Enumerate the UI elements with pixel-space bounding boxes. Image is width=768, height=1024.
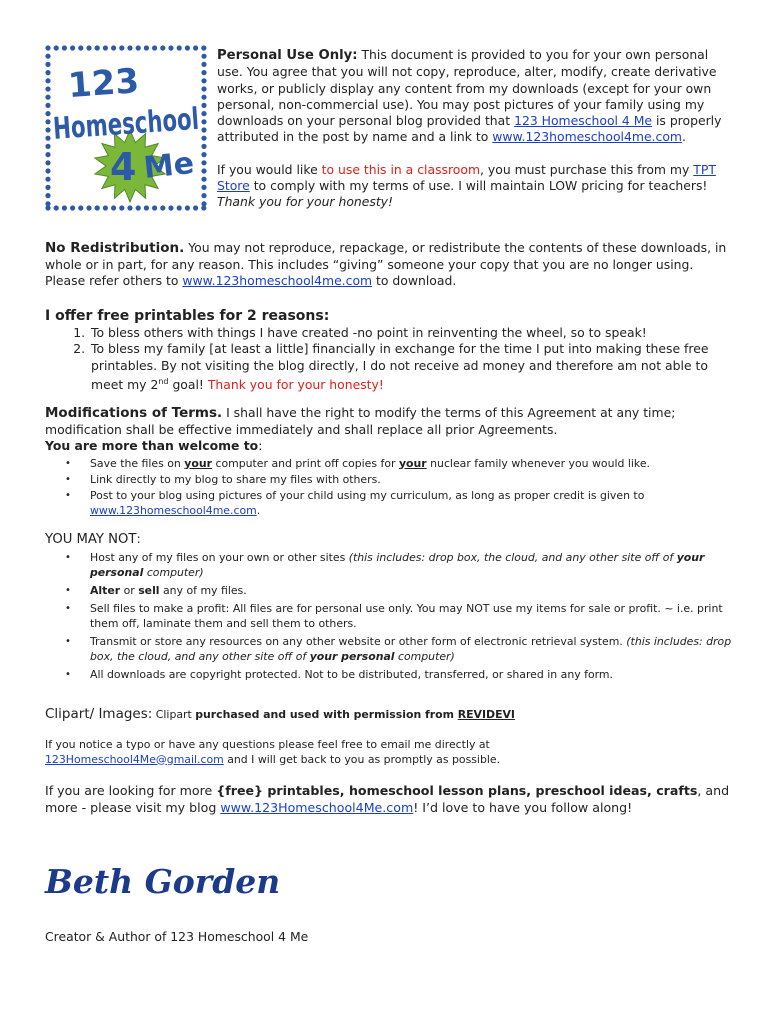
clipart-section (45, 706, 735, 723)
border-dot (201, 111, 206, 116)
border-dot (70, 205, 75, 210)
logo-text-4: 4 (110, 145, 137, 189)
clipart-artist: REVIDEVI (457, 708, 515, 721)
not-allowed-1-emphasis: your personal (90, 550, 705, 579)
border-dot (78, 205, 83, 210)
border-dot (45, 111, 50, 116)
border-dot (45, 185, 50, 190)
contact-section (45, 738, 565, 767)
more-text-c: ! I’d love to have you follow along! (413, 800, 633, 815)
not-allowed-3-text: Sell files to make a profit: All files are for personal use only. You may NOT use my items for sale or profit. ~ i.e. print them off, laminate them and sell them to others. (90, 601, 723, 630)
border-dot (45, 152, 50, 157)
border-dot (201, 152, 206, 157)
border-dot (152, 45, 157, 50)
not-allowed-list (45, 550, 735, 682)
signature: Beth Gorden (45, 862, 281, 901)
border-dot (136, 45, 141, 50)
border-dot (201, 95, 206, 100)
more-text-a: If you are looking for more (45, 783, 217, 798)
list-item (90, 456, 735, 471)
clipart-permission: purchased and used with permission from (195, 708, 458, 721)
no-redistribution-text-2: to download. (372, 273, 457, 288)
may-not-section (45, 531, 735, 683)
no-redistribution-heading: No Redistribution. (45, 240, 185, 256)
border-dot (103, 205, 108, 210)
no-redistribution-section (45, 240, 735, 290)
allowed-1-text: Save the files on (90, 456, 185, 470)
personal-use-text-2: is properly attributed in the post by name and a link to (217, 113, 722, 145)
reasons-list (45, 325, 735, 394)
border-dot (201, 193, 206, 198)
may-not-heading: YOU MAY NOT (45, 532, 137, 547)
border-dot (86, 45, 91, 50)
border-dot (144, 45, 149, 50)
border-dot (201, 45, 206, 50)
border-dot (152, 205, 157, 210)
border-dot (201, 201, 206, 206)
border-dot (136, 205, 141, 210)
clipart-heading: Clipart/ Images: (45, 706, 153, 722)
alter-word: Alter (90, 583, 121, 597)
allowed-1-text-c: nuclear family whenever you would like. (426, 456, 651, 470)
not-allowed-4-emphasis: your personal (309, 649, 395, 663)
border-dot (201, 127, 206, 132)
not-allowed-5-text: All downloads are copyright protected. Not to be distributed, transferred, or shared in any form. (90, 667, 613, 681)
logo-text-123: 123 (66, 61, 141, 107)
border-dot (45, 103, 50, 108)
not-allowed-1-text: Host any of my files on your own or other sites (90, 550, 349, 564)
border-dot (193, 205, 198, 210)
border-dot (201, 177, 206, 182)
reasons-heading: I offer free printables for 2 reasons: (45, 308, 330, 324)
no-redistribution-text: You may not reproduce, repackage, or redistribute the contents of these downloads, in whole or in part, for any reason. This includes “giving” someone your copy that you are no longer using. Please refer others to (45, 240, 727, 288)
border-dot (119, 45, 124, 50)
border-dot (45, 193, 50, 198)
more-text-b: , and more - please visit my blog (45, 783, 730, 815)
not-allowed-1-note-end: computer) (143, 565, 204, 579)
border-dot (45, 144, 50, 149)
border-dot (111, 45, 116, 50)
classroom-highlight: to use this in a classroom (321, 161, 481, 177)
welcome-colon: : (258, 438, 263, 453)
email-link[interactable]: 123Homeschool4Me@gmail.com (45, 752, 224, 766)
ordinal-suffix: nd (158, 377, 169, 386)
not-allowed-4-text: Transmit or store any resources on any other website or other form of electronic retrieval system. (90, 634, 627, 648)
allowed-2-text: Link directly to my blog to share my files with others. (90, 472, 381, 486)
border-dot (45, 160, 50, 165)
contact-text: If you notice a typo or have any questions please feel free to email me directly at (45, 738, 490, 751)
border-dot (54, 205, 59, 210)
border-dot (86, 205, 91, 210)
border-dot (177, 205, 182, 210)
contact-text-2: and I will get back to you as promptly as possible. (223, 752, 501, 766)
border-dot (185, 205, 190, 210)
border-dot (95, 45, 100, 50)
list-item (90, 634, 735, 664)
modifications-text: I shall have the right to modify the terms of this Agreement at any time; modification shall be effective immediately and shall replace all prior Agreements. (45, 405, 676, 437)
not-allowed-4-note: (this includes: drop box, the cloud, and any other site off of (90, 634, 732, 663)
allowed-1-emphasis: your (184, 456, 212, 470)
logo-text-homeschool: Homeschool (51, 97, 260, 147)
allowed-1-emphasis-2: your (398, 456, 427, 470)
list-item (89, 325, 735, 342)
border-dot (201, 168, 206, 173)
blog-link[interactable]: www.123Homeschool4Me.com (220, 800, 414, 815)
allowed-list (45, 456, 735, 518)
personal-use-heading: Personal Use Only: (217, 48, 358, 63)
border-dot (111, 205, 116, 210)
border-dot (45, 62, 50, 67)
classroom-text-c: to comply with my terms of use. I will maintain LOW pricing for teachers! (249, 178, 708, 194)
border-dot (45, 136, 50, 141)
more-section (45, 782, 735, 816)
modifications-section (45, 405, 735, 519)
period: . (681, 129, 686, 145)
border-dot (45, 201, 50, 206)
list-item (89, 341, 735, 394)
reason-2-text-b: goal! (168, 377, 208, 393)
border-dot (70, 45, 75, 50)
allowed-1-text-b: computer and print off copies for (212, 456, 399, 470)
border-dot (201, 54, 206, 59)
redistribution-site-link[interactable]: www.123homeschool4me.com (182, 273, 373, 288)
allowed-3-text: Post to your blog using pictures of your child using my curriculum, as long as proper credit is given to (90, 488, 645, 502)
border-dot (160, 205, 165, 210)
reason-2-text: To bless my family [at least a little] financially in exchange for the time I put into making these free printables. By not visiting the blog directly, I do not receive ad money and therefore am not able to meet my 2 (91, 341, 709, 393)
list-item (90, 550, 735, 580)
site-name-link[interactable]: 123 Homeschool 4 Me (514, 113, 653, 129)
border-dot (62, 45, 67, 50)
border-dot (103, 45, 108, 50)
border-dot (201, 136, 206, 141)
list-item (90, 583, 735, 598)
classroom-text-b: , you must purchase this from my (480, 161, 694, 177)
logo-text-me: Me (142, 145, 196, 186)
list-item (90, 667, 735, 682)
border-dot (119, 205, 124, 210)
border-dot (45, 78, 50, 83)
reasons-section (45, 308, 735, 394)
123-homeschool-4-me-logo (44, 44, 260, 212)
border-dot (45, 86, 50, 91)
more-highlight: {free} printables, homeschool lesson plans, preschool ideas, crafts (216, 783, 698, 798)
classroom-text-a: If you would like (217, 161, 322, 177)
border-dot (201, 70, 206, 75)
border-dot (201, 103, 206, 108)
site-url-link[interactable]: www.123homeschool4me.com (492, 129, 682, 145)
border-dot (45, 54, 50, 59)
border-dot (127, 45, 132, 50)
not-allowed-4-note-end: computer) (394, 649, 455, 663)
border-dot (201, 185, 206, 190)
border-dot (201, 119, 206, 124)
border-dot (201, 86, 206, 91)
border-dot (45, 177, 50, 182)
border-dot (45, 168, 50, 173)
list-item (90, 488, 735, 518)
border-dot (45, 95, 50, 100)
border-dot (78, 45, 83, 50)
tpt-store-link[interactable]: TPT Store (217, 161, 716, 194)
modifications-heading: Modifications of Terms. (45, 405, 223, 421)
honesty-note: Thank you for your honesty! (217, 194, 393, 210)
border-dot (62, 205, 67, 210)
border-dot (201, 160, 206, 165)
reason-1-text: To bless others with things I have created -no point in reinventing the wheel, so to speak! (91, 324, 647, 340)
border-dot (54, 45, 59, 50)
personal-use-paragraph (217, 47, 727, 146)
border-dot (127, 205, 132, 210)
creator-line: Creator & Author of 123 Homeschool 4 Me (45, 929, 309, 944)
not-allowed-2-text: any of my files. (159, 583, 247, 597)
border-dot (185, 45, 190, 50)
or-word: or (120, 583, 139, 597)
period: . (256, 503, 261, 517)
welcome-heading: You are more than welcome to (45, 438, 259, 453)
personal-use-section (217, 47, 727, 211)
personal-use-text: This document is provided to you for your own personal use. You agree that you will not copy, reproduce, alter, modify, create derivative works, or publicly display any content from my downloads (except for your own personal, non-commercial use). You may post pictures of your family using my downloads on your personal blog provided that (217, 47, 717, 129)
border-dot (201, 62, 206, 67)
border-dot (168, 45, 173, 50)
allowed-site-link[interactable]: www.123homeschool4me.com (90, 503, 257, 517)
list-item (90, 601, 735, 631)
border-dot (45, 119, 50, 124)
sell-word: sell (138, 583, 160, 597)
border-dot (144, 205, 149, 210)
classroom-paragraph (217, 162, 727, 211)
border-dot (45, 127, 50, 132)
clipart-text: Clipart (152, 708, 196, 721)
border-dot (201, 78, 206, 83)
list-item (90, 472, 735, 487)
border-dot (201, 144, 206, 149)
border-dot (168, 205, 173, 210)
not-allowed-1-note: (this includes: drop box, the cloud, and any other site off of (348, 550, 677, 564)
reason-2-thanks: Thank you for your honesty! (207, 377, 384, 393)
border-dot (160, 45, 165, 50)
border-dot (45, 45, 50, 50)
border-dot (95, 205, 100, 210)
border-dot (193, 45, 198, 50)
border-dot (177, 45, 182, 50)
may-not-colon: : (136, 531, 141, 546)
border-dot (45, 70, 50, 75)
